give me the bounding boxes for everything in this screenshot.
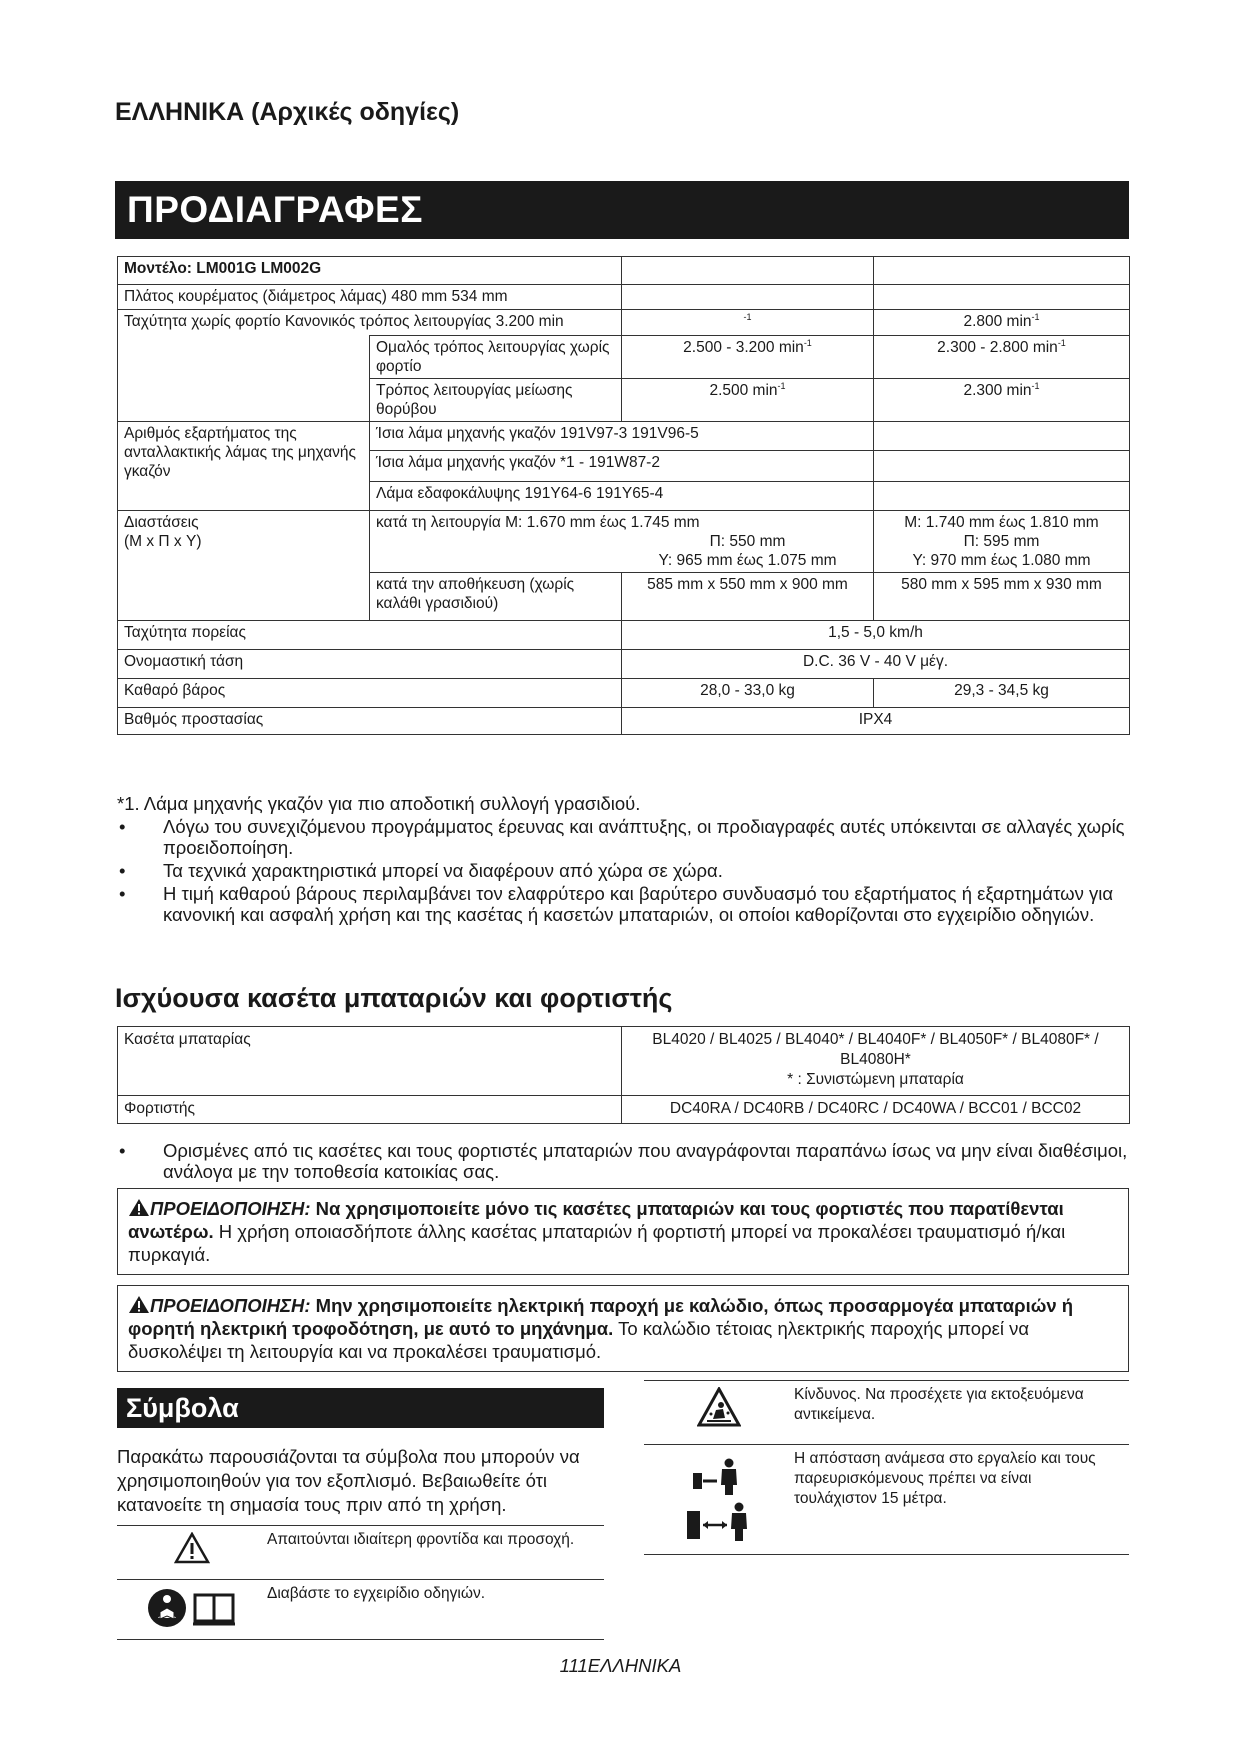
page-footer: 111ΕΛΛΗΝΙΚΑ <box>559 1655 682 1676</box>
table-row <box>118 422 1130 451</box>
quiet-mode-label: Τρόπος λειτουργίας μείωσης θορύβου <box>370 379 622 422</box>
blade-part-3: Λάμα εδαφοκάλυψης 191Y64-6 191Y65-4 <box>370 482 874 511</box>
smooth-mode-b: 2.300 - 2.800 min <box>937 339 1058 356</box>
footnote-1: *1. Λάμα μηχανής γκαζόν για πιο αποδοτική συλλογή γρασιδιού. <box>117 793 641 814</box>
keep-distance-icon <box>683 1455 755 1547</box>
table-row <box>118 285 1130 310</box>
warning-label: ΠΡΟΕΙΔΟΠΟΙΗΣΗ: <box>150 1295 311 1316</box>
net-weight-a: 28,0 - 33,0 kg <box>622 679 874 708</box>
rated-voltage-value: D.C. 36 V - 40 V μέγ. <box>622 650 1130 679</box>
note-bullet: • Ορισμένες από τις κασέτες και τους φορτιστές μπαταριών που αναγράφονται παραπάνω ίσως να μην είναι διαθέσιμοι, ανάλογα με την τοποθεσία κατοικίας σας. <box>117 1140 1129 1182</box>
table-row <box>118 379 1130 422</box>
net-weight-b: 29,3 - 34,5 kg <box>874 679 1130 708</box>
symbols-intro: Παρακάτω παρουσιάζονται τα σύμβολα που μπορούν να χρησιμοποιηθούν για τον εξοπλισμό. Βεβαιωθείτε ότι κατανοείτε τη σημασία τους πριν από τη χρήση. <box>117 1446 580 1515</box>
table-row <box>118 650 1130 679</box>
table-row <box>118 1096 1130 1124</box>
net-weight-label: Καθαρό βάρος <box>118 679 622 708</box>
no-load-speed-label: Ταχύτητα χωρίς φορτίο Κανονικός τρόπος λειτουργίας 3.200 min <box>118 310 622 336</box>
travel-speed-value: 1,5 - 5,0 km/h <box>622 621 1130 650</box>
symbol-description: Κίνδυνος. Να προσέχετε για εκτοξευόμενα αντικείμενα. <box>794 1386 1084 1423</box>
dim-operation-label: κατά τη λειτουργία Μ: 1.670 mm έως 1.745 mm <box>376 514 700 531</box>
model-label: Μοντέλο: LM001G LM002G <box>118 257 622 285</box>
warning-triangle-icon <box>174 1532 210 1564</box>
dim-storage-a: 585 mm x 550 mm x 900 mm <box>622 573 874 621</box>
charger-value: DC40RA / DC40RB / DC40RC / DC40WA / BCC01 / BCC02 <box>622 1096 1130 1124</box>
quiet-mode-b: 2.300 min <box>963 382 1032 399</box>
unit-sup: -1 <box>803 338 812 348</box>
protection-value: IPX4 <box>622 708 1130 735</box>
travel-speed-label: Ταχύτητα πορείας <box>118 621 622 650</box>
charger-label: Φορτιστής <box>118 1096 622 1124</box>
spec-notes <box>117 793 1129 927</box>
note-bullet: • Λόγω του συνεχιζόμενου προγράμματος έρευνας και ανάπτυξης, οι προδιαγραφές αυτές υπόκεινται σε αλλαγές χωρίς προειδοποίηση. <box>117 816 1129 858</box>
note-bullet: • Η τιμή καθαρού βάρους περιλαμβάνει τον ελαφρύτερο και βαρύτερο συνδυασμό του εξαρτήματος ή εξαρτημάτων για κανονική και ασφαλή χρήση και της κασέτας ή κασετών μπαταριών, οι οποίοι καθορίζονται στο εγχειρίδιο οδηγιών. <box>117 883 1129 925</box>
unit-sup: -1 <box>1057 338 1066 348</box>
battery-recommended-note: * : Συνιστώμενη μπαταρία <box>787 1071 964 1088</box>
specifications-table <box>117 256 1130 735</box>
smooth-mode-a: 2.500 - 3.200 min <box>683 339 804 356</box>
symbol-description: Η απόσταση ανάμεσα στο εργαλείο και τους παρευρισκόμενους πρέπει να είναι τουλάχιστον 15 μέτρα. <box>794 1450 1096 1507</box>
table-row <box>118 708 1130 735</box>
table-row <box>118 1027 1130 1096</box>
warning-text: Το καλώδιο τέτοιας ηλεκτρικής παροχής μπορεί να δυσκολέψει τη λειτουργία και να προκαλέσει τραυματισμό. <box>128 1318 1030 1362</box>
battery-table <box>117 1026 1130 1124</box>
blade-part-label: Αριθμός εξαρτήματος της ανταλλακτικής λάμας της μηχανής γκαζόν <box>118 422 370 511</box>
table-row <box>118 511 1130 573</box>
table-row <box>118 336 1130 379</box>
unit-sup: -1 <box>1031 381 1040 391</box>
read-manual-icon <box>147 1586 237 1630</box>
warning-box-2 <box>117 1285 1129 1372</box>
symbol-row-warning <box>117 1525 604 1580</box>
dim-storage-label: κατά την αποθήκευση (χωρίς καλάθι γρασιδιού) <box>370 573 622 621</box>
language-title: ΕΛΛΗΝΙΚΑ (Αρχικές οδηγίες) <box>115 98 460 126</box>
blade-part-2: Ίσια λάμα μηχανής γκαζόν *1 - 191W87-2 <box>370 451 874 482</box>
table-row <box>118 679 1130 708</box>
cut-width: Πλάτος κουρέματος (διάμετρος λάμας) 480 mm 534 mm <box>118 285 622 310</box>
dim-operation-b-length: Μ: 1.740 mm έως 1.810 mm <box>904 514 1099 531</box>
warning-label: ΠΡΟΕΙΔΟΠΟΙΗΣΗ: <box>150 1198 311 1219</box>
dim-operation-a-height: Υ: 965 mm έως 1.075 mm <box>658 552 837 569</box>
warning-bold-text: Μην χρησιμοποιείτε ηλεκτρική παροχή με καλώδιο, όπως προσαρμογέα μπαταριών ή φορητή ηλεκτρική τροφοδότηση, με αυτό το μηχάνημα. <box>128 1295 1074 1339</box>
stray-superscript: -1 <box>743 312 752 322</box>
symbol-description: Διαβάστε το εγχειρίδιο οδηγιών. <box>267 1585 485 1602</box>
warning-box-1 <box>117 1188 1129 1275</box>
quiet-mode-a: 2.500 min <box>709 382 778 399</box>
symbol-row-flying-objects <box>644 1380 1129 1445</box>
rated-voltage-label: Ονομαστική τάση <box>118 650 622 679</box>
smooth-mode-label: Ομαλός τρόπος λειτουργίας χωρίς φορτίο <box>370 336 622 379</box>
symbol-row-manual <box>117 1579 604 1640</box>
dim-operation-b-height: Υ: 970 mm έως 1.080 mm <box>912 552 1091 569</box>
unit-sup: -1 <box>777 381 786 391</box>
note-bullet: • Τα τεχνικά χαρακτηριστικά μπορεί να διαφέρουν από χώρα σε χώρα. <box>117 860 1129 881</box>
table-row <box>118 621 1130 650</box>
divider <box>117 1639 604 1640</box>
warning-bold-text: Να χρησιμοποιείτε μόνο τις κασέτες μπαταριών και τους φορτιστές που παρατίθενται ανωτέρω. <box>128 1198 1064 1242</box>
warning-icon <box>128 1198 150 1219</box>
dim-operation-a-width: Π: 550 mm <box>709 533 786 550</box>
symbol-description: Απαιτούνται ιδιαίτερη φροντίδα και προσοχή. <box>267 1531 575 1548</box>
divider <box>644 1554 1129 1555</box>
normal-speed-b: 2.800 min <box>963 313 1032 330</box>
battery-cartridge-label: Κασέτα μπαταρίας <box>118 1027 622 1096</box>
protection-label: Βαθμός προστασίας <box>118 708 622 735</box>
symbol-row-distance <box>644 1444 1129 1555</box>
specifications-heading: ΠΡΟΔΙΑΓΡΑΦΕΣ <box>115 181 1129 239</box>
warning-icon <box>128 1295 150 1316</box>
battery-cartridge-value: BL4020 / BL4025 / BL4040* / BL4040F* / BL4050F* / BL4080F* / BL4080H* <box>652 1031 1099 1068</box>
battery-section-title: Ισχύουσα κασέτα μπαταριών και φορτιστής <box>115 983 673 1013</box>
warning-text: Η χρήση οποιασδήποτε άλλης κασέτας μπαταριών ή φορτιστή μπορεί να προκαλέσει τραυματισμό ή/και πυρκαγιά. <box>128 1221 1066 1265</box>
unit-sup: -1 <box>1031 312 1040 322</box>
flying-objects-icon <box>697 1387 741 1427</box>
battery-notes <box>117 1140 1129 1184</box>
symbols-heading: Σύμβολα <box>117 1388 604 1428</box>
table-row <box>118 257 1130 285</box>
table-row <box>118 310 1130 336</box>
dimensions-label-unit: (Μ x Π x Υ) <box>124 533 202 550</box>
dim-storage-b: 580 mm x 595 mm x 930 mm <box>874 573 1130 621</box>
blade-part-1: Ίσια λάμα μηχανής γκαζόν 191V97-3 191V96-5 <box>370 422 874 451</box>
dim-operation-b-width: Π: 595 mm <box>963 533 1040 550</box>
dimensions-label: Διαστάσεις <box>124 514 199 531</box>
